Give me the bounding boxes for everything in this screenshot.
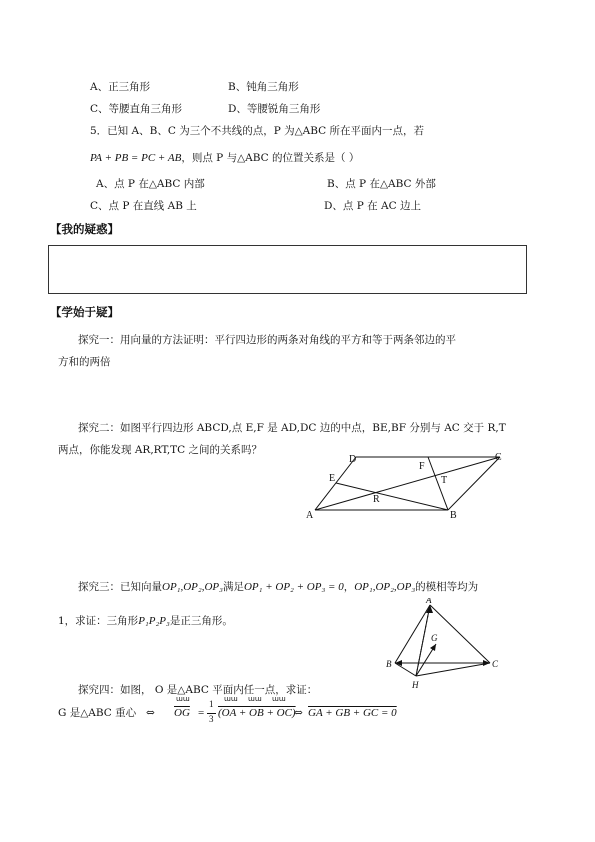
- explore3-sep: ，: [343, 581, 355, 593]
- q5-option-a: A、点 P 在△ABC 内部: [96, 178, 205, 190]
- explore3-line2-tail: 是正三角形。: [169, 615, 233, 627]
- explore3-line1: [78, 575, 478, 594]
- label-b: B: [450, 510, 457, 521]
- explore4-frac-den: 3: [209, 714, 214, 724]
- segment-ch: [416, 663, 490, 676]
- arrow-c: [483, 660, 490, 666]
- parallelogram-figure: [300, 445, 520, 523]
- edge-ca: [430, 605, 490, 663]
- explore4-og: $\overline{OG}$: [174, 707, 190, 719]
- explore3-mid: 满足: [222, 581, 244, 593]
- label-b: B: [386, 659, 392, 669]
- label-g: G: [431, 633, 438, 643]
- explore1-line1: 探究一：用向量的方法证明：平行四边形的两条对角线的平方和等于两条邻边的平: [78, 334, 456, 346]
- centroid-figure: [383, 598, 503, 690]
- arrow-g: [430, 644, 436, 651]
- explore4-line1: 探究四：如图， O 是△ABC 平面内任一点，求证：: [78, 684, 318, 696]
- explore4-marks-oa: ɯɯ: [224, 695, 238, 703]
- doubt-answer-box[interactable]: [48, 245, 527, 294]
- explore4-eq: =: [198, 707, 205, 719]
- q4-option-a: A、正三角形: [90, 81, 151, 93]
- diagonal-ac: [315, 457, 500, 510]
- segment-be: [336, 483, 448, 510]
- explore4-iff2: ⇔: [294, 707, 303, 719]
- q5-option-d: D、点 P 在 AC 边上: [324, 200, 421, 212]
- explore3-line2-lead: 1，求证：三角形: [58, 615, 139, 627]
- q5-stem: 5．已知 A、B、C 为三个不共线的点，P 为△ABC 所在平面内一点，若: [90, 125, 425, 137]
- q5-tail: ，则点 P 与△ABC 的位置关系是（ ）: [181, 152, 360, 164]
- explore4-iff1: ⇔: [146, 707, 155, 719]
- explore4-marks-og: ɯɯ: [176, 695, 190, 703]
- explore4-sum: (OA + OB + OC): [218, 707, 296, 719]
- explore3-triangle: P₁P₂P₃: [138, 615, 170, 627]
- q5-condition: [90, 146, 359, 165]
- label-a: A: [306, 510, 314, 521]
- label-t: T: [441, 475, 448, 486]
- explore3-vectors: OP₁,OP₂,OP₃: [162, 581, 223, 593]
- explore3-lead: 探究三：已知向量: [78, 581, 162, 593]
- label-d: D: [349, 454, 357, 465]
- label-a: A: [426, 598, 432, 605]
- explore2-line2: 两点，你能发现 AR,RT,TC 之间的关系吗？: [58, 444, 263, 456]
- explore4-gsum: GA + GB + GC = 0: [308, 707, 397, 719]
- explore3-line2: [58, 609, 233, 628]
- label-c: C: [495, 452, 502, 463]
- q4-option-b: B、钝角三角形: [228, 81, 299, 93]
- q4-option-d: D、等腰锐角三角形: [228, 103, 321, 115]
- explore3-equation: OP₁ + OP₂ + OP₃ = 0: [243, 581, 344, 593]
- explore3-tail: 的模相等均为: [415, 581, 479, 593]
- label-h: H: [412, 680, 419, 690]
- q4-option-c: C、等腰直角三角形: [90, 103, 183, 115]
- q5-option-c: C、点 P 在直线 AB 上: [90, 200, 197, 212]
- q5-option-b: B、点 P 在△ABC 外部: [327, 178, 436, 190]
- explore4-marks-oc: ɯɯ: [272, 695, 286, 703]
- label-f: F: [419, 461, 425, 472]
- explore3-vectors2: OP₁,OP₂,OP₃: [354, 581, 416, 593]
- explore4-lead: G 是△ABC 重心: [58, 707, 137, 719]
- explore1-line2: 方和的两倍: [58, 356, 111, 368]
- doubt-heading: 【我的疑惑】: [50, 222, 119, 236]
- learn-heading: 【学始于疑】: [50, 305, 119, 319]
- explore4-marks-ob: ɯɯ: [248, 695, 262, 703]
- q5-formula: PA + PB = PC + AB: [90, 152, 182, 164]
- label-e: E: [329, 473, 336, 484]
- explore4-frac-num: 1: [209, 699, 214, 709]
- label-r: R: [373, 494, 380, 505]
- label-c: C: [492, 659, 499, 669]
- explore2-line1: 探究二：如图平行四边形 ABCD,点 E,F 是 AD,DC 边的中点，BE,BF 分别与 AC 交于 R,T: [78, 422, 506, 434]
- segment-bh: [395, 663, 416, 676]
